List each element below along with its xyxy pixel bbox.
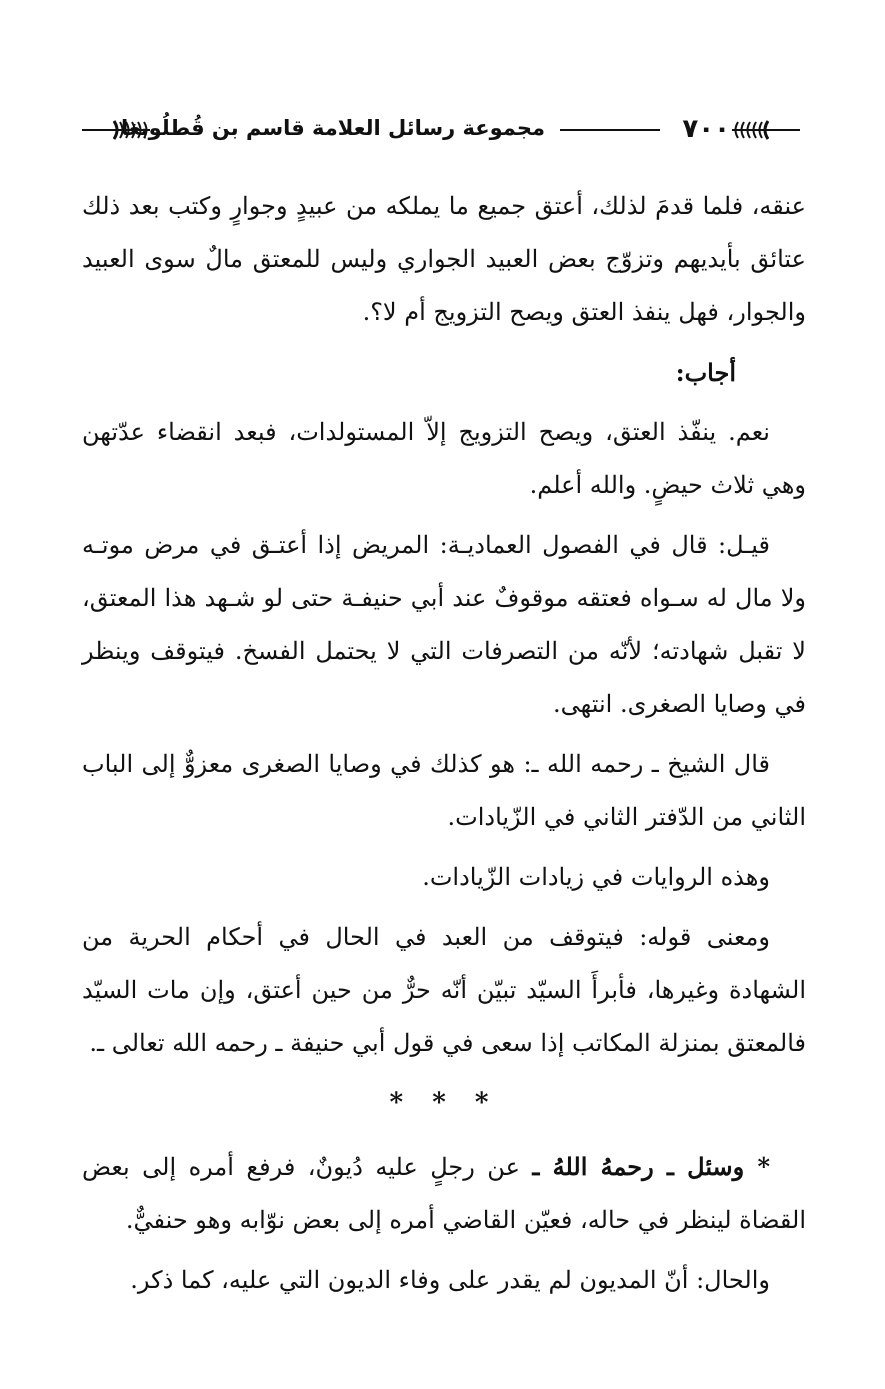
running-header xyxy=(82,112,800,148)
paragraph-new-question xyxy=(82,1140,806,1247)
section-separator: * * * xyxy=(389,1088,499,1118)
question-lead: * وسئل ـ رحمهُ اللهُ ـ xyxy=(532,1152,770,1181)
paragraph-answer: نعم. ينفّذ العتق، ويصح التزويج إلاّ المستولدات، فبعد انقضاء عدّتهن وهي ثلاث حيضٍ. والله أعلم. xyxy=(82,418,806,499)
paragraph-sheikh-comment: قال الشيخ ـ رحمه الله ـ: هو كذلك في وصايا الصغرى معزوٌّ إلى الباب الثاني من الدّفتر الثاني في الزّيادات. xyxy=(82,750,806,831)
body-text xyxy=(82,180,806,1314)
paragraph-riwayat: وهذه الروايات في زيادات الزّيادات. xyxy=(422,863,770,891)
question-text: عن رجلٍ عليه دُيونٌ، فرفع أمره إلى بعض القضاة لينظر في حاله، فعيّن القاضي أمره إلى بعض نوّابه وهو حنفيٌّ. xyxy=(82,1153,806,1234)
paragraph-question-continued: عنقه، فلما قدمَ لذلك، أعتق جميع ما يملكه من عبيدٍ وجوارٍ وكتب بعد ذلك عتائق بأيديهم وتزوّج بعض العبيد الجواري وليس للمعتق مالٌ سوى العبيد والجوار، فهل ينفذ العتق ويصح التزويج أم لا؟. xyxy=(82,192,806,326)
paragraph-situation: والحال: أنّ المديون لم يقدر على وفاء الديون التي عليه، كما ذكر. xyxy=(130,1266,770,1294)
answer-label: أجاب: xyxy=(675,358,736,387)
ornament-left-icon xyxy=(82,120,150,140)
header-rule xyxy=(560,129,660,131)
page-number: ٧٠٠ xyxy=(682,114,730,144)
ornament-right-icon xyxy=(732,120,800,140)
book-title: مجموعة رسائل العلامة قاسم بن قُطلُوبغا xyxy=(121,116,545,140)
paragraph-meaning: ومعنى قوله: فيتوقف من العبد في الحال في أحكام الحرية من الشهادة وغيرها، فأبرأَ السيّد تبيّن أنّه حرٌّ من حين أعتق، وإن مات السيّد فالمعتق بمنزلة المكاتب إذا سعى في قول أبي حنيفة ـ رحمه الله تعالى ـ. xyxy=(82,923,806,1057)
paragraph-quote-fusul: قيـل: قال في الفصول العماديـة: المريض إذا أعتـق في مرض موتـه ولا مال له سـواه فعتقه موقوفٌ عند أبي حنيفـة حتى لو شـهد هذا المعتق، لا تقبل شهادته؛ لأنّه من التصرفات التي لا يحتمل الفسخ. فيتوقف وينظر في وصايا الصغرى. انتهى. xyxy=(82,531,806,718)
